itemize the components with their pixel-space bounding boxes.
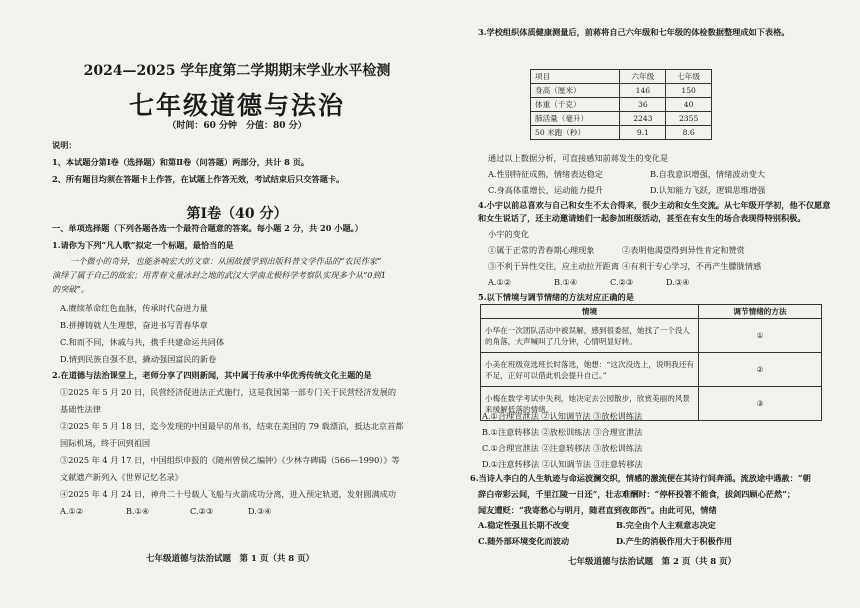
- q3-cell: 50 米跑（秒）: [531, 126, 620, 140]
- q3-header-g7: 七年级: [666, 70, 712, 84]
- page-2-footer: 七年级道德与法治试题 第 2 页（共 8 页）: [568, 557, 737, 567]
- q5-scene-2: 小美在班级竞选班长时落选，她想：“这次没选上，说明我还有不足，正好可以借此机会提升自己。”: [481, 353, 699, 387]
- q6-stem: 辞白帝彩云间，千里江陵一日还”，壮志难酬时：“停杯投箸不能食，拔剑四顾心茫然”；: [478, 489, 796, 499]
- q2-item-2: ②2025 年 5 月 18 日，迄今发现的中国最早的帛书，结束在美国的 79 载漂泊，抵达北京首都: [60, 421, 404, 431]
- q1-stem: 1.请你为下列“凡人歌”拟定一个标题，最恰当的是: [52, 240, 234, 250]
- q4-item-4: ④有利于专心学习，不再产生朦胧情感: [622, 261, 762, 271]
- q3-cell: 8.6: [666, 126, 712, 140]
- q4-option-a: A.①②: [488, 277, 512, 287]
- q2-item-1: 基础性法律: [60, 404, 101, 414]
- q5-option-c: C.①合理宣泄法 ②注意转移法 ③放松训练法: [482, 443, 643, 453]
- q2-option-c: C.②③: [190, 506, 214, 516]
- q1-body: 一个微小的奇异，也能条响宏大的文章：从困故援学到出版科普文学作品的“农民作家”: [70, 256, 382, 266]
- q5-option-b: B.①注意转移法 ②放松训练法 ③合理宣泄法: [482, 427, 643, 437]
- q4-stem: 小宇的变化: [488, 229, 529, 239]
- q4-option-b: B.①④: [554, 277, 578, 287]
- notes-label: 说明：: [52, 140, 77, 150]
- q1-body: 演绎了属于自己的故宏；用青春文量冰封之地的武汉大学南北极科学考察队实现多个从“0到1: [52, 270, 386, 280]
- q3-cell: 身高（厘米）: [531, 84, 620, 98]
- q3-option-b: B.自我意识增强，情绪波动变大: [650, 169, 766, 179]
- q4-stem: 和女生说话了，还主动邀请她们一起参加班级活动，甚至在有女生的场合表现得特别积极。: [478, 213, 806, 223]
- q3-stem: 3.学校组织体质健康测量后，前蒋将自己六年级和七年级的体检数据整理成如下表格。: [478, 27, 790, 37]
- q2-item-4: ④2025 年 4 月 24 日，神舟二十号载人飞船与火箭成功分离，进入预定轨道，发射圆满成功: [60, 489, 397, 499]
- exam-subject: 七年级道德与法治: [128, 91, 345, 120]
- q1-option-c: C.和而不同，休戚与共，携手共建命运共同体: [60, 337, 225, 347]
- q2-option-b: B.①④: [126, 506, 150, 516]
- q3-table: [530, 69, 712, 140]
- q6-option-a: A.稳定性强且长期不改变: [478, 520, 570, 530]
- q3-cell: 肺活量（毫升）: [531, 112, 620, 126]
- section-instruction: 一、单项选择题（下列各题各选一个最符合题意的答案。每小题 2 分，共 20 小题。）: [52, 223, 363, 233]
- q4-option-d: D.③④: [666, 277, 690, 287]
- q2-item-1: ①2025 年 5 月 20 日，民营经济促进法正式施行，这是我国第一部专门关于民营经济发展的: [60, 387, 397, 397]
- q3-option-a: A.性别特征成熟，情绪表达稳定: [488, 169, 603, 179]
- note-2: 2、所有题目均须在答题卡上作答，在试题上作答无效，考试结束后只交答题卡。: [52, 174, 345, 184]
- q5-header-method: 调节情绪的方法: [699, 305, 822, 319]
- q3-header-item: 项目: [531, 70, 620, 84]
- exam-meta: （时间：60 分钟 分值：80 分）: [167, 121, 307, 131]
- q5-scene-1: 小华在一次团队活动中被误解，感到很委屈，她找了一个没人的角落，大声喊叫了几分钟，心情明显好转。: [481, 319, 699, 353]
- q5-mark-1: ①: [699, 319, 822, 353]
- note-1: 1、本试题分第Ⅰ卷（选择题）和第Ⅱ卷（问答题）两部分，共计 8 页。: [52, 157, 310, 167]
- q5-header-scene: 情境: [481, 305, 699, 319]
- q4-stem: 4.小宇以前总喜欢与自己和女生不太合得来，很少主动和女生交流。从七年级开学初，他不仅愿意: [478, 200, 831, 210]
- q1-option-b: B.拼搏铸就人生理想，奋进书写青春华章: [60, 320, 208, 330]
- q3-ask: 通过以上数据分析，可直接感知前蒋发生的变化是: [488, 153, 669, 163]
- q3-cell: 146: [620, 84, 666, 98]
- table-row: [531, 84, 712, 98]
- q5-option-d: D.①注意转移法 ②认知调节法 ③注意转移法: [482, 459, 643, 469]
- table-row: [531, 98, 712, 112]
- exam-title: 2024—2025 学年度第二学期期末学业水平检测: [83, 63, 391, 79]
- q4-item-1: ①属于正常的青春期心理现象: [488, 245, 595, 255]
- q3-cell: 2243: [620, 112, 666, 126]
- page-1-footer: 七年级道德与法治试题 第 1 页（共 8 页）: [146, 554, 315, 564]
- q3-cell: 40: [666, 98, 712, 112]
- table-row: [531, 70, 712, 84]
- q5-mark-2: ②: [699, 353, 822, 387]
- q3-cell: 体重（千克）: [531, 98, 620, 112]
- q6-option-b: B.完全由个人主观意志决定: [616, 520, 716, 530]
- q2-item-3: ③2025 年 4 月 17 日，中国组织申报的《随州曾侯乙编钟》《少林寺碑碣（566—1990）》等: [60, 455, 400, 465]
- q2-stem: 2.在道德与法治课堂上，老师分享了四则新闻，其中属于传承中华优秀传统文化主题的是: [52, 370, 372, 380]
- q3-cell: 2355: [666, 112, 712, 126]
- q4-item-3: ③不利于异性交往，应主动拉开距离: [488, 261, 620, 271]
- section-title: 第Ⅰ卷（40 分）: [186, 206, 288, 222]
- q3-cell: 150: [666, 84, 712, 98]
- table-row: [481, 305, 822, 319]
- q1-option-d: D.情到民族自强不息，撬动强国富民的新卷: [60, 354, 217, 364]
- table-row: [481, 353, 822, 387]
- q5-stem: 5.以下情境与调节情绪的方法对应正确的是: [478, 292, 634, 302]
- q3-cell: 9.1: [620, 126, 666, 140]
- q6-option-c: C.随外部环境变化而波动: [478, 536, 570, 546]
- q5-option-a: A.①合理宣泄法 ②认知调节法 ③放松训练法: [482, 411, 643, 421]
- q6-option-d: D.产生的消极作用大于积极作用: [616, 536, 733, 546]
- q1-body: 的突破”。: [52, 284, 89, 294]
- q2-option-a: A.①②: [60, 506, 84, 516]
- q3-option-d: D.认知能力飞跃，逻辑思维增强: [650, 185, 766, 195]
- q3-option-c: C.身高体重增长，运动能力提升: [488, 185, 604, 195]
- q4-item-2: ②表明他渴望得到异性肯定和赞赏: [622, 245, 745, 255]
- q2-option-d: D.③④: [248, 506, 272, 516]
- q5-table: [480, 304, 822, 421]
- table-row: [531, 126, 712, 140]
- q6-stem: 闻友遭贬：“我寄愁心与明月，随君直到夜郎西”。由此可见，情绪: [478, 505, 717, 515]
- q5-mark-3: ③: [699, 387, 822, 421]
- q5-scene-3: 小梅在数学考试中失利，她决定去公园散步，欣赏美丽的风景来缓解低落的情绪。: [481, 387, 699, 421]
- q6-stem: 6.当诗人李白的人生轨迹与命运波澜交织，情感的激流便在其诗行间奔涌。流放途中遇赦：“朝: [470, 473, 811, 483]
- q2-item-3: 文献遗产新列入《世界记忆名录》: [60, 472, 183, 482]
- q2-item-2: 国际机场，终于回到祖国: [60, 438, 151, 448]
- table-row: [531, 112, 712, 126]
- q3-header-g6: 六年级: [620, 70, 666, 84]
- q4-option-c: C.②③: [610, 277, 634, 287]
- q3-cell: 36: [620, 98, 666, 112]
- table-row: [481, 319, 822, 353]
- q1-option-a: A.赓续革命红色血脉，传承时代奋进力量: [60, 303, 208, 313]
